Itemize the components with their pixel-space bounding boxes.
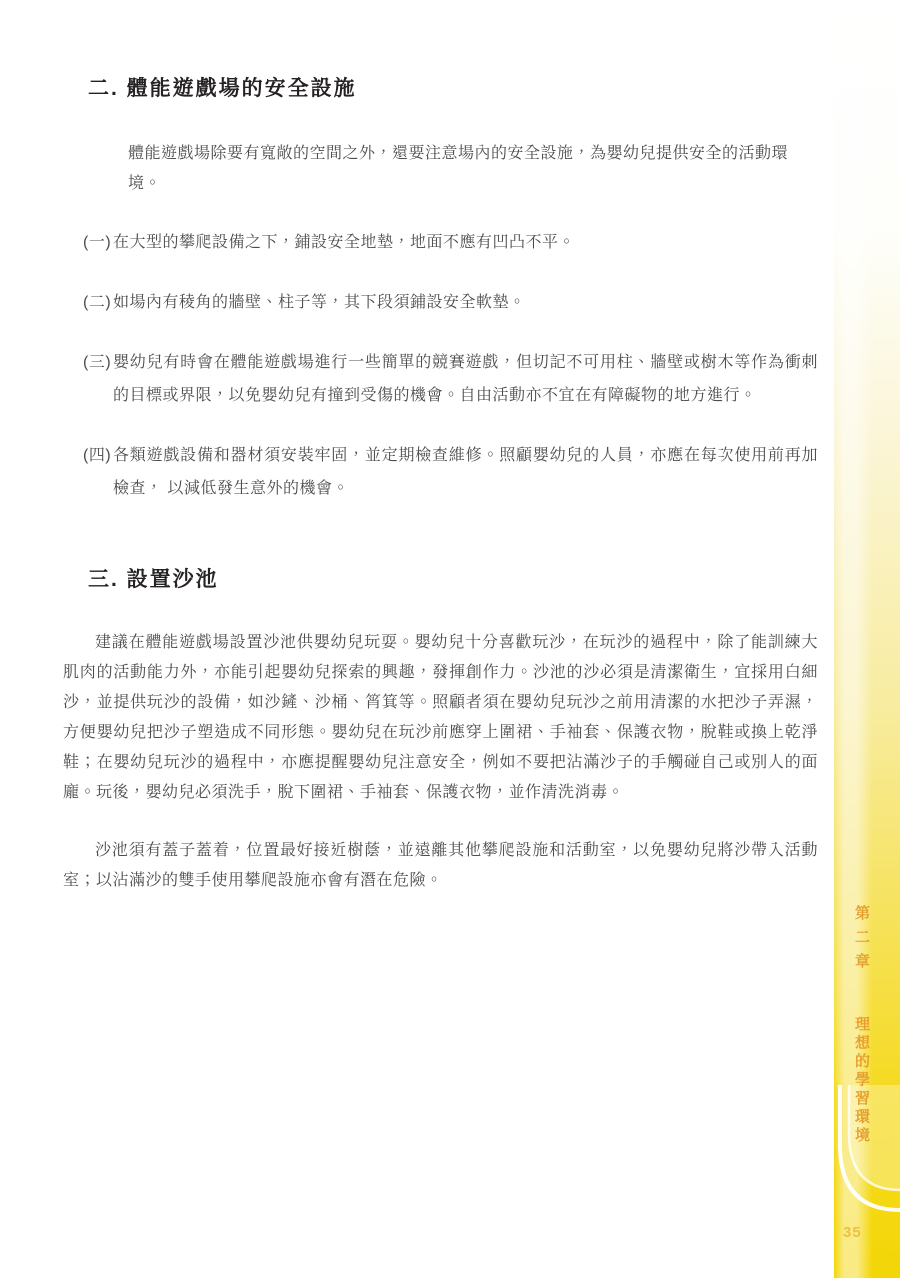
intro-paragraph: 體能遊戲場除要有寬敞的空間之外，還要注意場內的安全設施，為嬰幼兒提供安全的活動環境。 bbox=[128, 145, 789, 193]
list-item bbox=[63, 346, 818, 412]
list-item bbox=[63, 286, 818, 319]
chapter-title: 理想的學習環境 bbox=[853, 1016, 870, 1146]
list-item-label: (四) bbox=[83, 447, 112, 465]
list-item bbox=[63, 226, 818, 259]
list-item-text: 各類遊戲設備和器材須安裝牢固，並定期檢查維修。照顧嬰幼兒的人員，亦應在每次使用前再加檢查， 以減低發生意外的機會。 bbox=[113, 447, 818, 498]
list-item-text: 嬰幼兒有時會在體能遊戲場進行一些簡單的競賽遊戲，但切記不可用柱、牆壁或樹木等作為衝刺的目標或界限，以免嬰幼兒有撞到受傷的機會。自由活動亦不宜在有障礙物的地方進行。 bbox=[113, 354, 818, 405]
list-item-text: 在大型的攀爬設備之下，鋪設安全地墊，地面不應有凹凸不平。 bbox=[113, 234, 576, 252]
section-heading-safety-facilities: 二. 體能遊戲場的安全設施 bbox=[88, 77, 357, 100]
page-number: 35 bbox=[843, 1224, 862, 1241]
list-item-label: (一) bbox=[83, 234, 112, 252]
list-item bbox=[63, 439, 818, 505]
chapter-number: 第二章 bbox=[853, 905, 870, 977]
sand-pit-paragraph-2: 沙池須有蓋子蓋着，位置最好接近樹蔭，並遠離其他攀爬設施和活動室，以免嬰幼兒將沙帶入活動室；以沾滿沙的雙手使用攀爬設施亦會有潛在危險。 bbox=[63, 842, 818, 890]
sand-pit-paragraph-1: 建議在體能遊戲場設置沙池供嬰幼兒玩耍。嬰幼兒十分喜歡玩沙，在玩沙的過程中，除了能訓練大肌肉的活動能力外，亦能引起嬰幼兒探索的興趣，發揮創作力。沙池的沙必須是清潔衛生，宜採用白細沙，並提供玩沙的設備，如沙鏟、沙桶、筲箕等。照顧者須在嬰幼兒玩沙之前用清潔的水把沙子弄濕，方便嬰幼兒把沙子塑造成不同形態。嬰幼兒在玩沙前應穿上圍裙、手袖套、保護衣物，脫鞋或換上乾淨鞋；在嬰幼兒玩沙的過程中，亦應提醒嬰幼兒注意安全，例如不要把沾滿沙子的手觸碰自己或別人的面龐。玩後，嬰幼兒必須洗手，脫下圍裙、手袖套、保護衣物，並作清洗消毒。 bbox=[63, 634, 818, 802]
section-heading-sand-pit: 三. 設置沙池 bbox=[88, 568, 219, 592]
list-item-label: (二) bbox=[83, 294, 112, 312]
list-item-label: (三) bbox=[83, 354, 112, 372]
list-item-text: 如場內有稜角的牆壁、柱子等，其下段須鋪設安全軟墊。 bbox=[113, 294, 526, 312]
main-content bbox=[63, 0, 818, 896]
safety-list bbox=[63, 226, 818, 505]
chapter-sidebar bbox=[834, 0, 900, 1278]
